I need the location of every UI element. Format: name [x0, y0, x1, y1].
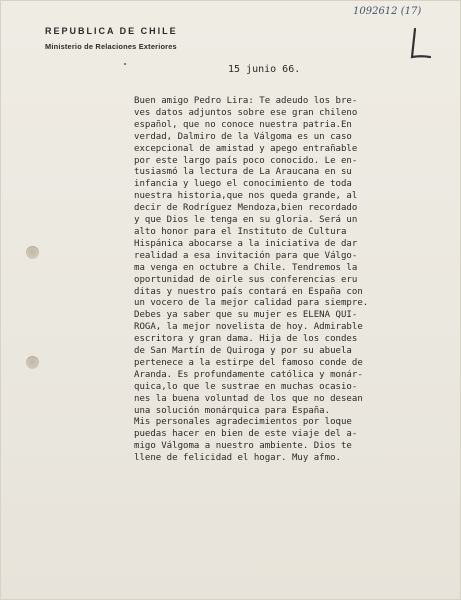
body-line: migo Válgoma a nuestro ambiente. Dios te — [134, 441, 352, 452]
body-line: Buen amigo Pedro Lira: Te adeudo los bre- — [134, 96, 358, 106]
body-line: llene de felicidad el hogar. Muy afmo. — [134, 453, 341, 464]
body-line: ROGA, la mejor novelista de hoy. Admirable — [134, 322, 363, 333]
letterhead-organization: REPUBLICA DE CHILE — [45, 26, 178, 36]
punch-hole — [26, 356, 39, 369]
body-line: infancia y luego el conocimiento de toda — [134, 179, 352, 190]
ink-dot — [124, 63, 126, 65]
body-line: y que Dios le tenga en su gloria. Será un — [134, 215, 358, 226]
body-line: nuestra historia,que nos queda grande, al — [134, 191, 358, 202]
body-line: una solución monárquica para España. — [134, 405, 331, 416]
body-line: ditas y nuestro país contará en España con — [134, 286, 363, 297]
body-line: ma venga en octubre a Chile. Tendremos la — [134, 262, 358, 273]
body-line: escritora y gran dama. Hija de los condes — [134, 334, 358, 345]
body-line: nes la buena voluntad de los que no desean — [134, 393, 363, 404]
body-line: por este largo país poco conocido. Le en- — [134, 155, 358, 166]
body-line: pertenece a la estirpe del famoso conde de — [134, 357, 363, 368]
body-line: Hispánica abocarse a la iniciativa de dar — [134, 238, 358, 249]
body-line: realidad a esa invitación para que Válgo- — [134, 250, 358, 261]
letterhead-ministry: Ministerio de Relaciones Exteriores — [45, 42, 177, 51]
body-line: quica,lo que le sustrae en muchas ocasio- — [134, 381, 358, 392]
body-line: verdad, Dalmiro de la Válgoma es un caso — [134, 131, 352, 142]
body-line: puedas hacer en bien de este viaje del a- — [134, 429, 358, 440]
body-line: decir de Rodríguez Mendoza,bien recordado — [134, 203, 358, 214]
body-line: de San Martín de Quiroga y por su abuela — [134, 346, 352, 357]
body-line: alto honor para el Instituto de Cultura — [134, 226, 347, 237]
body-line: Aranda. Es profundamente católica y monár- — [134, 369, 363, 380]
body-line: Mis personales agradecimientos por loque — [134, 417, 352, 428]
body-line: español, que no conoce nuestra patria.En — [134, 119, 352, 130]
body-line: oportunidad de oirle sus conferencias eru — [134, 274, 358, 285]
punch-hole — [26, 246, 39, 259]
body-line: tusiasmó la lectura de La Araucana en su — [134, 167, 352, 178]
letter-date: 15 junio 66. — [228, 64, 301, 75]
letter-body — [134, 96, 454, 465]
handwritten-mark-icon — [404, 26, 434, 62]
body-line: excepcional de amistad y apego entrañable — [134, 143, 358, 154]
body-line: Debes ya saber que su mujer es ELENA QUI- — [134, 310, 358, 321]
body-line: ves datos adjuntos sobre ese gran chileno — [134, 107, 358, 118]
handwritten-archive-reference: 1092612 (17) — [353, 6, 422, 17]
body-line: un vocero de la mejor calidad para siempre. — [134, 298, 369, 309]
